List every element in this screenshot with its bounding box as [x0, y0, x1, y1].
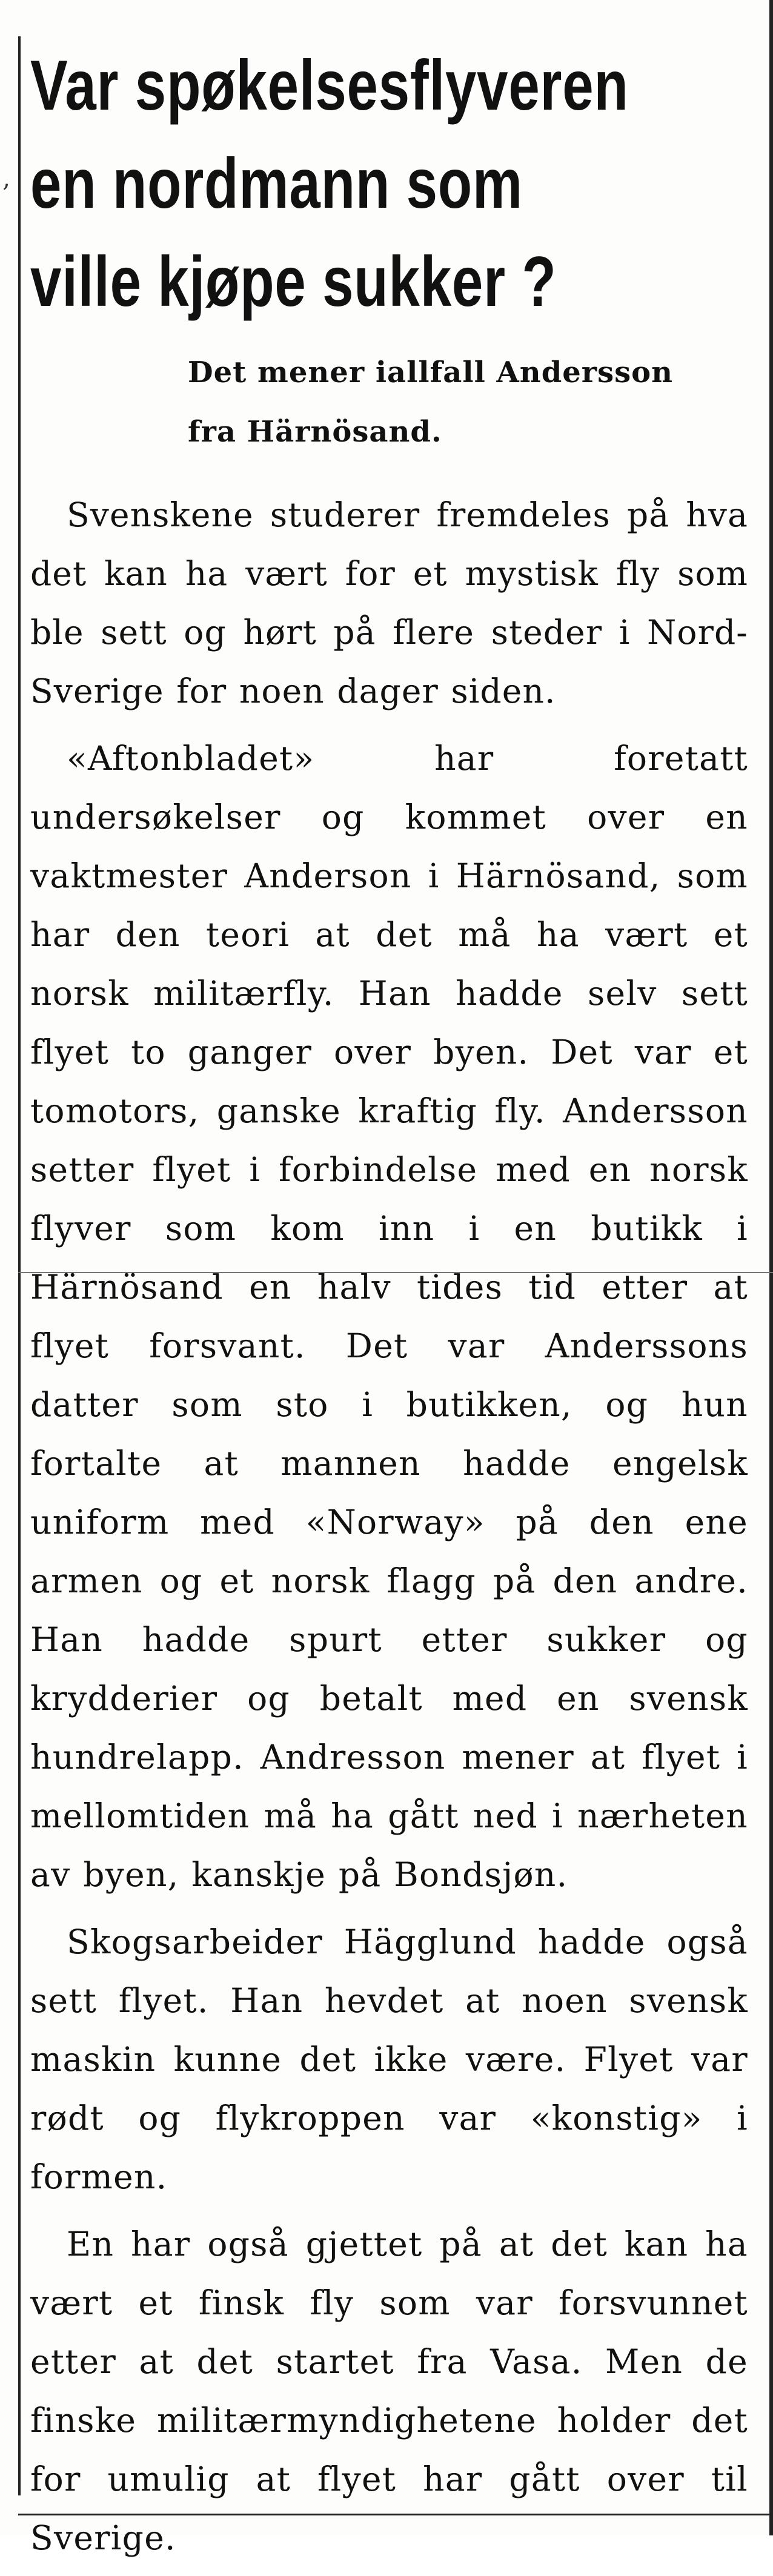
column-rule-left	[18, 36, 21, 2495]
headline	[30, 36, 629, 331]
headline-line-1: Var spøkelsesflyveren	[30, 45, 629, 125]
article	[30, 18, 748, 2576]
paragraph-2: «Aftonbladet» har foretatt undersøkelser og kommet over en vaktmester Anderson i Härnösand, som har den teori at det må ha vært et norsk militærfly. Han hadde selv sett flyet to ganger over byen. Det var et tomotors, ganske kraftig fly. Andersson setter flyet i forbindelse med en norsk flyver som kom inn i en butikk i Härnösand en halv tides tid etter at flyet forsvant. Det var Anderssons datter som sto i butikken, og hun fortalte at mannen hadde engelsk uniform med «Norway» på den ene armen og et norsk flagg på den andre. Han hadde spurt etter sukker og krydderier og betalt med en svensk hundrelapp. Andresson mener at flyet i mellomtiden må ha gått ned i nærheten av byen, kanskje på Bondsjøn.	[30, 739, 748, 1894]
paragraph-1: Svenskene studerer fremdeles på hva det kan ha vært for et mystisk fly som ble sett og hørt på flere steder i Nord-Sverige for noen dager siden.	[30, 495, 748, 710]
subheadline-line-2: fra Härnösand.	[188, 415, 442, 449]
margin-mark: ‚	[2, 165, 10, 193]
headline-line-2: en nordmann som	[30, 144, 523, 223]
headline-line-3: ville kjøpe sukker ?	[30, 242, 557, 321]
subheadline	[188, 343, 748, 462]
paragraph-4: En har også gjettet på at det kan ha vært et finsk fly som var forsvunnet etter at det startet fra Vasa. Men de finske militærmyndighetene holder det for umulig at flyet har gått over til Sverige.	[30, 2225, 748, 2557]
column-rule-right	[769, 0, 773, 2535]
paragraph-3: Skogsarbeider Hägglund hadde også sett flyet. Han hevdet at noen svensk maskin kunne det ikke være. Flyet var rødt og flykroppen var «konstig» i formen.	[30, 1922, 748, 2196]
subheadline-line-1: Det mener iallfall Andersson	[188, 356, 674, 389]
